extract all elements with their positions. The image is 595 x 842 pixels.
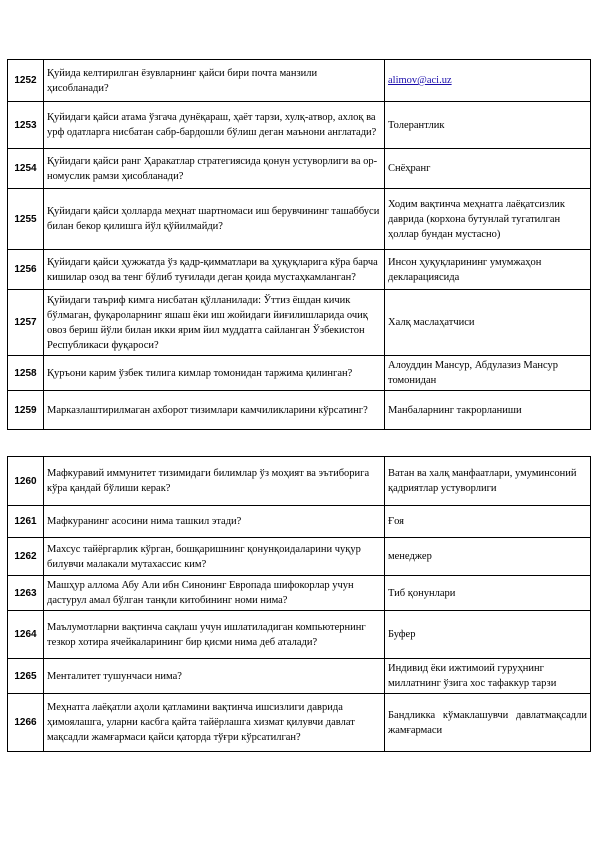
table-row bbox=[8, 290, 591, 356]
table-row bbox=[8, 356, 591, 391]
question-number: 1252 bbox=[8, 60, 44, 102]
answer-text: Инсон ҳуқуқларининг умумжаҳон декларациясида bbox=[385, 250, 591, 290]
table-body bbox=[8, 457, 591, 752]
question-text: Қуйидаги қайси атама ўзгача дунёқараш, ҳаёт тарзи, хулқ-атвор, ахлоқ ва урф одатларга нисбатан сабр-бардошли бўлиш деган маънони англатади? bbox=[44, 102, 385, 149]
table-row bbox=[8, 391, 591, 430]
answer-text: Толерантлик bbox=[385, 102, 591, 149]
question-number: 1262 bbox=[8, 538, 44, 576]
table-row bbox=[8, 694, 591, 752]
question-number: 1260 bbox=[8, 457, 44, 506]
question-text: Маълумотларни вақтинча сақлаш учун ишлатиладиган компьютернинг тезкор хотира ячейкаларининг бир қисми нима деб аталади? bbox=[44, 611, 385, 659]
question-text: Меҳнатга лаёқатли аҳоли қатламини вақтинча ишсизлиги даврида ҳимоялашга, уларни касбга қайта тайёрлашга хизмат қилувчи давлат мақсадли жамғармаси қайси қаторда тўғри кўрсатилган? bbox=[44, 694, 385, 752]
question-number: 1253 bbox=[8, 102, 44, 149]
table-row bbox=[8, 102, 591, 149]
question-text: Қуйидаги таъриф кимга нисбатан қўлланилади: Ўттиз ёшдан кичик бўлмаган, фуқароларнинг яшаш ёки иш жойидаги йиғилишларида очиқ овоз бериш йўли билан икки ярим йил муддатга сайланган Ўзбекистон Республикаси фуқароси? bbox=[44, 290, 385, 356]
question-number: 1261 bbox=[8, 506, 44, 538]
question-text: Мафкуранинг асосини нима ташкил этади? bbox=[44, 506, 385, 538]
table-row bbox=[8, 149, 591, 189]
question-text: Қуйидаги қайси ҳолларда меҳнат шартномаси иш берувчининг ташаббуси билан бекор қилишга йўл қўйилмайди? bbox=[44, 189, 385, 250]
answer-text: Индивид ёки ижтимоий гуруҳнинг миллатнинг ўзига хос тафаккур тарзи bbox=[385, 659, 591, 694]
table-row bbox=[8, 189, 591, 250]
answer-text: Халқ маслаҳатчиси bbox=[385, 290, 591, 356]
question-number: 1258 bbox=[8, 356, 44, 391]
table-row bbox=[8, 659, 591, 694]
table-row bbox=[8, 576, 591, 611]
question-text: Марказлаштирилмаган ахборот тизимлари камчиликларини кўрсатинг? bbox=[44, 391, 385, 430]
answer-text: Тиб қонунлари bbox=[385, 576, 591, 611]
question-number: 1254 bbox=[8, 149, 44, 189]
answer-text: Ходим вақтинча меҳнатга лаёқатсизлик даврида (корхона бутунлай тугатилган ҳоллар бундан мустасно) bbox=[385, 189, 591, 250]
answer-text: Бандликка кўмаклашувчи давлатмақсадли жамғармаси bbox=[385, 694, 591, 752]
table-row bbox=[8, 250, 591, 290]
table-row bbox=[8, 506, 591, 538]
question-text: Машҳур аллома Абу Али ибн Синонинг Европада шифокорлар учун дастурул амал бўлган танқли китобининг номи нима? bbox=[44, 576, 385, 611]
question-number: 1264 bbox=[8, 611, 44, 659]
answer-text: Ватан ва халқ манфаатлари, умуминсоний қадриятлар устуворлиги bbox=[385, 457, 591, 506]
email-link[interactable]: alimov@aci.uz bbox=[388, 75, 452, 86]
answer-text: Буфер bbox=[385, 611, 591, 659]
question-text: Қуръони карим ўзбек тилига кимлар томонидан таржима қилинган? bbox=[44, 356, 385, 391]
question-number: 1256 bbox=[8, 250, 44, 290]
qa-table-upper bbox=[7, 59, 591, 430]
question-text: Қуйидаги қайси ҳужжатда ўз қадр-қимматлари ва ҳуқуқларига кўра барча кишилар озод ва тенг бўлиб туғилади деган қоида мустаҳкамланган? bbox=[44, 250, 385, 290]
table-row bbox=[8, 538, 591, 576]
qa-table-lower bbox=[7, 456, 591, 752]
question-text: Қуйидаги қайси ранг Ҳаракатлар стратегиясида қонун устуворлиги ва ор-номуслик рамзи ҳисобланади? bbox=[44, 149, 385, 189]
question-number: 1255 bbox=[8, 189, 44, 250]
question-text: Махсус тайёргарлик кўрган, бошқаришнинг қонунқоидаларини чуқур билувчи малакали мутахассис ким? bbox=[44, 538, 385, 576]
answer-text: Манбаларнинг такрорланиши bbox=[385, 391, 591, 430]
question-number: 1259 bbox=[8, 391, 44, 430]
table-row bbox=[8, 611, 591, 659]
question-text: Қуйида келтирилган ёзувларнинг қайси бири почта манзили ҳисобланади? bbox=[44, 60, 385, 102]
table-body bbox=[8, 60, 591, 430]
answer-text: Снёҳранг bbox=[385, 149, 591, 189]
table-row bbox=[8, 457, 591, 506]
answer-text: Алоуддин Мансур, Абдулазиз Мансур томонидан bbox=[385, 356, 591, 391]
question-text: Менталитет тушунчаси нима? bbox=[44, 659, 385, 694]
answer-text: Ғоя bbox=[385, 506, 591, 538]
question-text: Мафкуравий иммунитет тизимидаги билимлар ўз моҳият ва эътиборига кўра қандай бўлиши керак? bbox=[44, 457, 385, 506]
question-number: 1266 bbox=[8, 694, 44, 752]
question-number: 1263 bbox=[8, 576, 44, 611]
table-row bbox=[8, 60, 591, 102]
answer-text: менеджер bbox=[385, 538, 591, 576]
answer-cell bbox=[385, 60, 591, 102]
question-number: 1257 bbox=[8, 290, 44, 356]
question-number: 1265 bbox=[8, 659, 44, 694]
